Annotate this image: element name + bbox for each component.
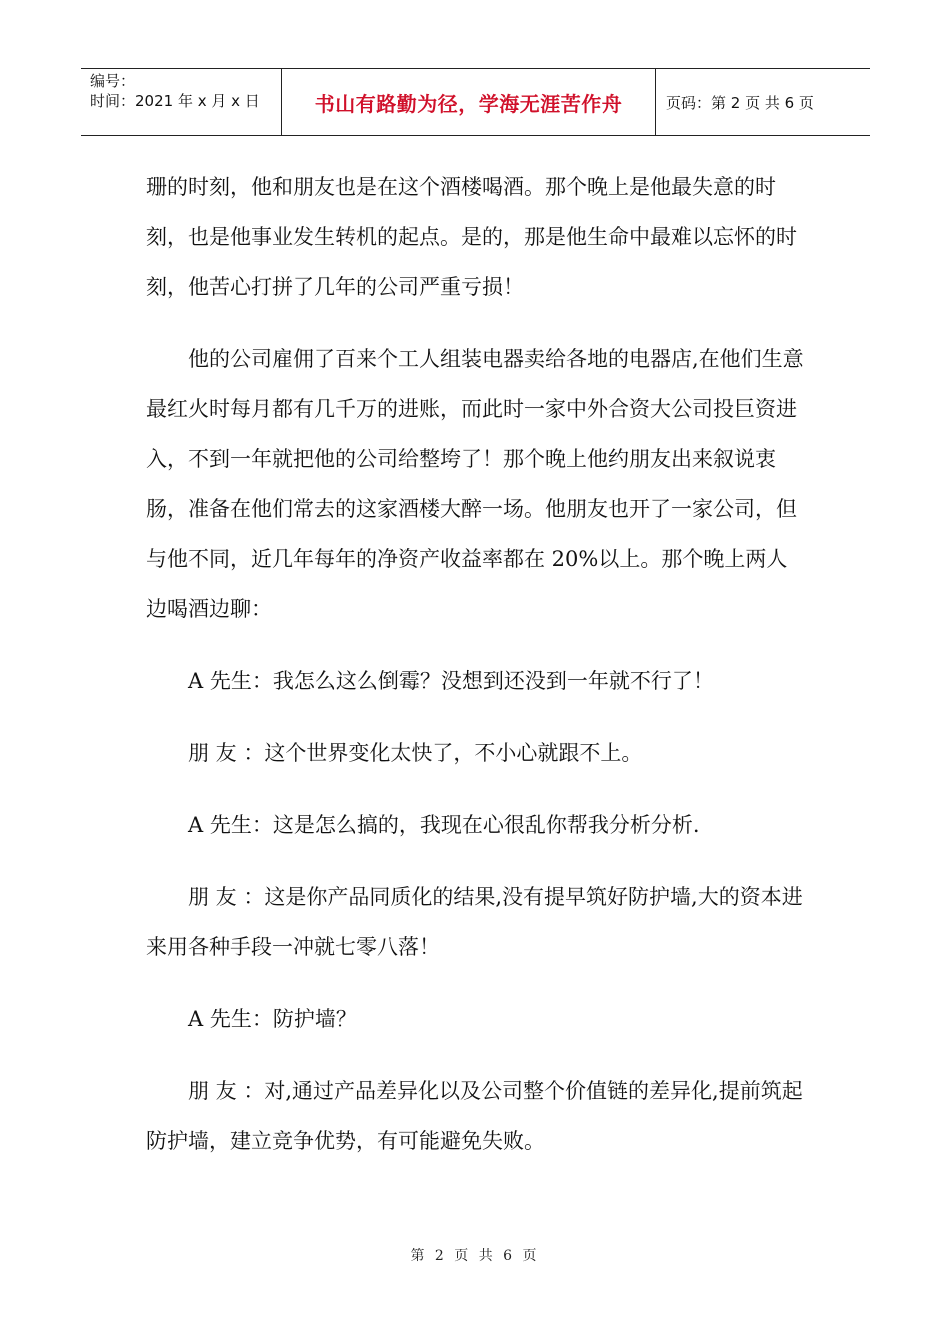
paragraph: 他的公司雇佣了百来个工人组装电器卖给各地的电器店,在他们生意最红火时每月都有几千万的进账，而此时一家中外合资大公司投巨资进入，不到一年就把他的公司给整垮了！那个晚上他约朋友出来叙说衷肠，准备在他们常去的这家酒楼大醉一场。他朋友也开了一家公司，但与他不同，近几年每年的净资产收益率都在 20%以上。那个晚上两人边喝酒边聊： [146,347,804,621]
number-label: 编号： [90,72,136,90]
dialogue-line: 朋 友 ：对,通过产品差异化以及公司整个价值链的差异化,提前筑起防护墙，建立竞争优势，有可能避免失败。 [146,1079,803,1153]
document-header [81,68,870,136]
header-meta-cell [81,69,282,135]
dialogue-line: A 先生：我怎么这么倒霉？没想到还没到一年就不行了！ [188,669,714,693]
time-label: 时间：2021 年 x 月 x 日 [90,92,260,110]
dialogue-line: A 先生：这是怎么搞的，我现在心很乱你帮我分析分析. [188,813,700,837]
document-body [146,162,806,1188]
page-footer: 第 2 页 共 6 页 [410,1248,540,1264]
header-page-number: 页码：第 2 页 共 6 页 [666,93,814,112]
dialogue-line: A 先生：防护墙？ [188,1007,357,1031]
header-motto: 书山有路勤为径，学海无涯苦作舟 [282,69,656,135]
dialogue-line: 朋 友 ：这个世界变化太快了，不小心就跟不上。 [188,741,643,765]
paragraph: 珊的时刻，他和朋友也是在这个酒楼喝酒。那个晚上是他最失意的时刻，也是他事业发生转机的起点。是的，那是他生命中最难以忘怀的时刻，他苦心打拼了几年的公司严重亏损！ [146,175,797,299]
dialogue-line: 朋 友 ：这是你产品同质化的结果,没有提早筑好防护墙,大的资本进来用各种手段一冲就七零八落！ [146,885,803,959]
